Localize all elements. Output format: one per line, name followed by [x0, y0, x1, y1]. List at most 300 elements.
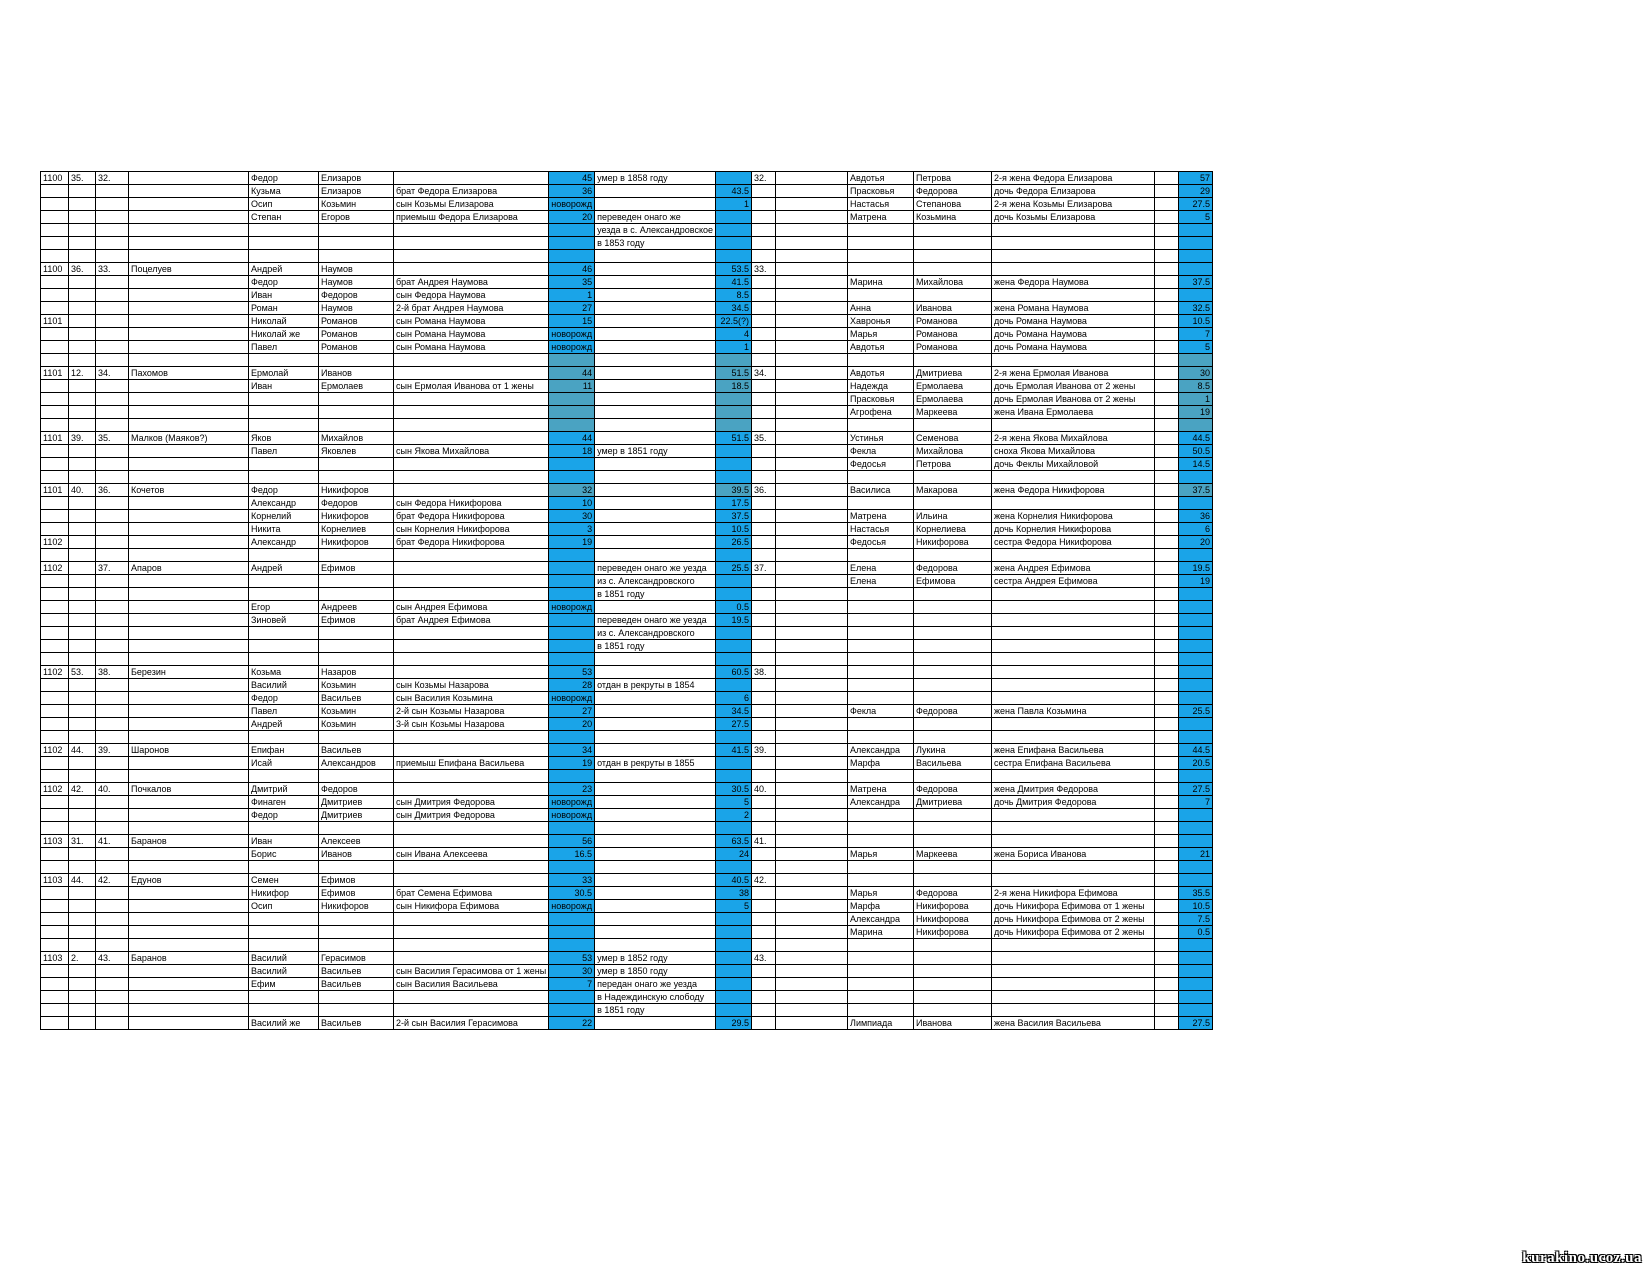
cell-female-patronymic: Иванова: [914, 1017, 992, 1030]
cell-male-age-old: 20: [549, 211, 595, 224]
cell-page-number: [41, 549, 69, 562]
cell-note: [595, 419, 716, 432]
cell-female-first-name: Прасковья: [848, 185, 914, 198]
cell-patronymic: [319, 640, 394, 653]
cell-first-name: [249, 588, 319, 601]
cell-female-patronymic: Петрова: [914, 458, 992, 471]
cell-patronymic: Никифоров: [319, 484, 394, 497]
cell-note: [595, 848, 716, 861]
cell-household-number-old: [69, 445, 96, 458]
table-row: [41, 315, 1213, 328]
cell-note: переведен онаго же: [595, 211, 716, 224]
census-table-body: [41, 172, 1213, 1030]
cell-patronymic: Дмитриев: [319, 796, 394, 809]
table-row: [41, 419, 1213, 432]
cell-household-number: [96, 900, 129, 913]
cell-blank-2: [1155, 978, 1179, 991]
cell-female-first-name: Федосья: [848, 536, 914, 549]
cell-male-age-old: 3: [549, 523, 595, 536]
cell-household-number-female: [752, 978, 776, 991]
cell-female-age: 44.5: [1179, 432, 1213, 445]
cell-relation: 2-й сын Василия Герасимова: [394, 1017, 549, 1030]
cell-relation: [394, 744, 549, 757]
table-row: [41, 1017, 1213, 1030]
cell-female-first-name: Александра: [848, 913, 914, 926]
cell-female-patronymic: [914, 419, 992, 432]
cell-female-patronymic: [914, 289, 992, 302]
cell-female-age: [1179, 601, 1213, 614]
cell-blank: [776, 679, 848, 692]
cell-female-first-name: Марина: [848, 276, 914, 289]
cell-male-age-old: [549, 575, 595, 588]
cell-female-patronymic: [914, 718, 992, 731]
cell-household-number-female: [752, 679, 776, 692]
cell-patronymic: Васильев: [319, 692, 394, 705]
cell-blank-2: [1155, 731, 1179, 744]
cell-relation: [394, 926, 549, 939]
cell-male-age-old: новорожд: [549, 328, 595, 341]
cell-household-number-old: [69, 302, 96, 315]
cell-blank: [776, 614, 848, 627]
cell-household-number-female: [752, 549, 776, 562]
cell-relation: сын Василия Васильева: [394, 978, 549, 991]
cell-female-patronymic: Ермолаева: [914, 380, 992, 393]
cell-relation: брат Федора Елизарова: [394, 185, 549, 198]
cell-male-age-old: [549, 471, 595, 484]
table-row: [41, 588, 1213, 601]
cell-household-number-female: [752, 809, 776, 822]
cell-female-relation: 2-я жена Якова Михайлова: [992, 432, 1155, 445]
table-row: [41, 263, 1213, 276]
cell-household-number-female: [752, 458, 776, 471]
cell-surname: [129, 588, 249, 601]
cell-blank-2: [1155, 172, 1179, 185]
cell-first-name: [249, 471, 319, 484]
cell-male-age-new: [716, 393, 752, 406]
cell-female-relation: [992, 874, 1155, 887]
cell-note: [595, 822, 716, 835]
cell-male-age-old: 34: [549, 744, 595, 757]
cell-male-age-new: [716, 640, 752, 653]
cell-page-number: [41, 523, 69, 536]
cell-household-number: [96, 237, 129, 250]
cell-page-number: [41, 939, 69, 952]
cell-female-patronymic: [914, 250, 992, 263]
cell-note: умер в 1851 году: [595, 445, 716, 458]
cell-first-name: Финаген: [249, 796, 319, 809]
cell-first-name: Егор: [249, 601, 319, 614]
cell-relation: сын Василия Козьмина: [394, 692, 549, 705]
cell-first-name: Николай же: [249, 328, 319, 341]
cell-blank-2: [1155, 224, 1179, 237]
cell-household-number-old: 39.: [69, 432, 96, 445]
cell-household-number-old: 36.: [69, 263, 96, 276]
cell-female-patronymic: Романова: [914, 341, 992, 354]
cell-female-relation: [992, 679, 1155, 692]
cell-note: [595, 341, 716, 354]
cell-blank: [776, 640, 848, 653]
cell-female-relation: дочь Ермолая Иванова от 2 жены: [992, 380, 1155, 393]
cell-female-patronymic: Федорова: [914, 562, 992, 575]
cell-household-number: [96, 497, 129, 510]
cell-female-first-name: [848, 471, 914, 484]
cell-surname: [129, 640, 249, 653]
cell-male-age-new: 39.5: [716, 484, 752, 497]
cell-female-patronymic: Федорова: [914, 887, 992, 900]
cell-blank-2: [1155, 926, 1179, 939]
cell-male-age-new: 40.5: [716, 874, 752, 887]
cell-page-number: [41, 718, 69, 731]
cell-household-number: 32.: [96, 172, 129, 185]
cell-female-age: [1179, 237, 1213, 250]
cell-surname: [129, 796, 249, 809]
cell-female-first-name: Надежда: [848, 380, 914, 393]
cell-male-age-new: 2: [716, 809, 752, 822]
cell-household-number: [96, 354, 129, 367]
cell-note: [595, 458, 716, 471]
cell-female-patronymic: [914, 224, 992, 237]
cell-surname: [129, 523, 249, 536]
cell-male-age-old: [549, 406, 595, 419]
cell-female-first-name: Авдотья: [848, 367, 914, 380]
site-watermark: kurakino.ucoz.ua: [1522, 1250, 1642, 1266]
cell-note: [595, 471, 716, 484]
cell-household-number: [96, 302, 129, 315]
cell-household-number: [96, 341, 129, 354]
cell-male-age-old: [549, 562, 595, 575]
cell-female-age: [1179, 809, 1213, 822]
cell-male-age-new: [716, 471, 752, 484]
cell-female-relation: [992, 822, 1155, 835]
cell-female-relation: 2-я жена Ермолая Иванова: [992, 367, 1155, 380]
cell-household-number: [96, 419, 129, 432]
cell-female-patronymic: [914, 822, 992, 835]
cell-female-relation: [992, 965, 1155, 978]
cell-patronymic: [319, 354, 394, 367]
cell-first-name: Василий: [249, 952, 319, 965]
cell-household-number: [96, 328, 129, 341]
cell-female-age: [1179, 354, 1213, 367]
cell-relation: [394, 666, 549, 679]
cell-blank: [776, 289, 848, 302]
table-row: [41, 471, 1213, 484]
cell-blank-2: [1155, 874, 1179, 887]
cell-page-number: [41, 1004, 69, 1017]
cell-page-number: [41, 575, 69, 588]
cell-relation: [394, 783, 549, 796]
cell-female-age: [1179, 861, 1213, 874]
cell-household-number-old: [69, 770, 96, 783]
cell-patronymic: [319, 575, 394, 588]
cell-patronymic: [319, 406, 394, 419]
cell-female-relation: [992, 835, 1155, 848]
cell-patronymic: Федоров: [319, 783, 394, 796]
cell-male-age-old: 53: [549, 666, 595, 679]
cell-male-age-new: 26.5: [716, 536, 752, 549]
cell-patronymic: Васильев: [319, 965, 394, 978]
cell-male-age-new: 34.5: [716, 705, 752, 718]
cell-note: уезда в с. Александровское: [595, 224, 716, 237]
cell-note: [595, 835, 716, 848]
cell-household-number-female: [752, 497, 776, 510]
cell-household-number: [96, 276, 129, 289]
cell-female-first-name: [848, 666, 914, 679]
cell-household-number: [96, 822, 129, 835]
cell-relation: [394, 835, 549, 848]
cell-note: в Надеждинскую слободу: [595, 991, 716, 1004]
cell-female-patronymic: [914, 861, 992, 874]
cell-surname: [129, 926, 249, 939]
cell-household-number: [96, 978, 129, 991]
cell-blank: [776, 445, 848, 458]
cell-surname: [129, 393, 249, 406]
cell-household-number-old: [69, 887, 96, 900]
cell-female-first-name: Матрена: [848, 510, 914, 523]
cell-female-age: [1179, 952, 1213, 965]
cell-blank: [776, 757, 848, 770]
cell-household-number-female: [752, 926, 776, 939]
cell-female-age: 29: [1179, 185, 1213, 198]
cell-female-patronymic: [914, 874, 992, 887]
cell-female-patronymic: [914, 835, 992, 848]
cell-surname: Апаров: [129, 562, 249, 575]
cell-surname: [129, 887, 249, 900]
cell-female-patronymic: Никифорова: [914, 536, 992, 549]
cell-male-age-new: [716, 926, 752, 939]
cell-first-name: Кузьма: [249, 185, 319, 198]
cell-female-age: [1179, 224, 1213, 237]
cell-female-first-name: [848, 679, 914, 692]
cell-page-number: [41, 276, 69, 289]
cell-female-first-name: Фекла: [848, 705, 914, 718]
cell-household-number: [96, 926, 129, 939]
cell-blank-2: [1155, 523, 1179, 536]
cell-note: в 1851 году: [595, 1004, 716, 1017]
cell-page-number: 1101: [41, 484, 69, 497]
cell-household-number: 40.: [96, 783, 129, 796]
cell-blank: [776, 627, 848, 640]
cell-female-first-name: Лимпиада: [848, 1017, 914, 1030]
cell-female-first-name: [848, 939, 914, 952]
cell-page-number: [41, 588, 69, 601]
cell-household-number-old: [69, 692, 96, 705]
cell-male-age-old: [549, 913, 595, 926]
cell-household-number-female: [752, 705, 776, 718]
cell-female-first-name: [848, 224, 914, 237]
cell-first-name: Федор: [249, 484, 319, 497]
cell-note: [595, 315, 716, 328]
cell-household-number: [96, 523, 129, 536]
cell-male-age-new: 10.5: [716, 523, 752, 536]
cell-female-age: 36: [1179, 510, 1213, 523]
cell-female-first-name: Марфа: [848, 757, 914, 770]
cell-surname: [129, 705, 249, 718]
cell-patronymic: Александров: [319, 757, 394, 770]
cell-male-age-new: 22.5(?): [716, 315, 752, 328]
cell-first-name: [249, 991, 319, 1004]
cell-first-name: Андрей: [249, 562, 319, 575]
cell-relation: 2-й брат Андрея Наумова: [394, 302, 549, 315]
cell-household-number: [96, 809, 129, 822]
cell-blank-2: [1155, 939, 1179, 952]
cell-blank: [776, 536, 848, 549]
cell-patronymic: Яковлев: [319, 445, 394, 458]
cell-female-relation: [992, 250, 1155, 263]
cell-note: [595, 861, 716, 874]
table-row: [41, 575, 1213, 588]
cell-household-number: 35.: [96, 432, 129, 445]
cell-female-relation: [992, 263, 1155, 276]
cell-relation: [394, 913, 549, 926]
cell-female-age: 50.5: [1179, 445, 1213, 458]
cell-patronymic: [319, 250, 394, 263]
cell-household-number-female: [752, 731, 776, 744]
cell-first-name: Федор: [249, 276, 319, 289]
cell-note: отдан в рекруты в 1855: [595, 757, 716, 770]
cell-female-age: 7: [1179, 796, 1213, 809]
table-row: [41, 445, 1213, 458]
cell-note: [595, 289, 716, 302]
cell-male-age-old: [549, 354, 595, 367]
cell-female-relation: [992, 731, 1155, 744]
cell-female-relation: [992, 549, 1155, 562]
cell-female-relation: [992, 653, 1155, 666]
cell-blank-2: [1155, 237, 1179, 250]
cell-female-first-name: [848, 419, 914, 432]
cell-blank: [776, 783, 848, 796]
cell-female-patronymic: [914, 640, 992, 653]
cell-female-relation: жена Федора Никифорова: [992, 484, 1155, 497]
cell-female-patronymic: Ермолаева: [914, 393, 992, 406]
cell-page-number: 1103: [41, 874, 69, 887]
cell-household-number: [96, 692, 129, 705]
cell-male-age-old: 56: [549, 835, 595, 848]
cell-female-first-name: [848, 614, 914, 627]
cell-male-age-new: [716, 822, 752, 835]
cell-household-number-female: 43.: [752, 952, 776, 965]
cell-blank: [776, 588, 848, 601]
cell-blank-2: [1155, 406, 1179, 419]
table-row: [41, 900, 1213, 913]
cell-relation: [394, 406, 549, 419]
cell-household-number-old: [69, 458, 96, 471]
cell-male-age-new: [716, 224, 752, 237]
cell-male-age-new: 41.5: [716, 744, 752, 757]
cell-first-name: Степан: [249, 211, 319, 224]
cell-female-patronymic: Семенова: [914, 432, 992, 445]
cell-note: передан онаго же уезда: [595, 978, 716, 991]
cell-female-relation: [992, 471, 1155, 484]
cell-female-first-name: [848, 731, 914, 744]
cell-female-relation: жена Бориса Иванова: [992, 848, 1155, 861]
cell-female-first-name: [848, 354, 914, 367]
cell-blank: [776, 393, 848, 406]
cell-female-first-name: Марфа: [848, 900, 914, 913]
cell-page-number: 1103: [41, 952, 69, 965]
cell-female-patronymic: Маркеева: [914, 848, 992, 861]
cell-surname: Березин: [129, 666, 249, 679]
cell-household-number-female: [752, 653, 776, 666]
cell-household-number-female: [752, 523, 776, 536]
cell-household-number: [96, 770, 129, 783]
cell-relation: сын Федора Наумова: [394, 289, 549, 302]
cell-household-number-old: [69, 705, 96, 718]
cell-blank-2: [1155, 588, 1179, 601]
cell-female-age: [1179, 666, 1213, 679]
cell-relation: [394, 484, 549, 497]
cell-female-first-name: [848, 588, 914, 601]
cell-blank-2: [1155, 757, 1179, 770]
cell-note: [595, 770, 716, 783]
table-row: [41, 341, 1213, 354]
cell-note: отдан в рекруты в 1854: [595, 679, 716, 692]
cell-female-first-name: [848, 770, 914, 783]
cell-female-age: [1179, 692, 1213, 705]
cell-page-number: [41, 796, 69, 809]
cell-household-number: [96, 705, 129, 718]
cell-household-number-female: [752, 913, 776, 926]
cell-blank: [776, 744, 848, 757]
cell-female-first-name: [848, 692, 914, 705]
cell-household-number-old: [69, 900, 96, 913]
cell-female-age: 25.5: [1179, 705, 1213, 718]
cell-relation: [394, 627, 549, 640]
cell-female-relation: [992, 614, 1155, 627]
cell-patronymic: Васильев: [319, 744, 394, 757]
cell-household-number-female: [752, 445, 776, 458]
cell-relation: брат Федора Никифорова: [394, 510, 549, 523]
cell-blank: [776, 939, 848, 952]
cell-female-relation: жена Ивана Ермолаева: [992, 406, 1155, 419]
cell-male-age-old: [549, 627, 595, 640]
cell-male-age-old: [549, 224, 595, 237]
cell-household-number-old: [69, 497, 96, 510]
cell-surname: [129, 536, 249, 549]
cell-female-first-name: Устинья: [848, 432, 914, 445]
table-row: [41, 328, 1213, 341]
cell-first-name: [249, 770, 319, 783]
cell-male-age-old: 11: [549, 380, 595, 393]
cell-male-age-new: 51.5: [716, 432, 752, 445]
cell-page-number: [41, 1017, 69, 1030]
cell-note: [595, 692, 716, 705]
cell-relation: брат Андрея Наумова: [394, 276, 549, 289]
cell-relation: сын Ермолая Иванова от 1 жены: [394, 380, 549, 393]
cell-patronymic: Козьмин: [319, 718, 394, 731]
cell-blank: [776, 211, 848, 224]
cell-female-first-name: Матрена: [848, 211, 914, 224]
cell-female-relation: [992, 861, 1155, 874]
cell-female-patronymic: [914, 549, 992, 562]
cell-female-age: [1179, 250, 1213, 263]
cell-household-number: [96, 601, 129, 614]
cell-household-number-female: [752, 939, 776, 952]
cell-relation: сын Романа Наумова: [394, 315, 549, 328]
table-row: [41, 796, 1213, 809]
cell-household-number-old: [69, 1004, 96, 1017]
cell-blank-2: [1155, 640, 1179, 653]
cell-household-number-female: [752, 991, 776, 1004]
cell-blank: [776, 926, 848, 939]
cell-page-number: [41, 913, 69, 926]
cell-surname: [129, 978, 249, 991]
table-row: [41, 705, 1213, 718]
cell-female-patronymic: Федорова: [914, 185, 992, 198]
cell-female-patronymic: Никифорова: [914, 900, 992, 913]
cell-household-number-female: 35.: [752, 432, 776, 445]
cell-male-age-old: [549, 237, 595, 250]
cell-note: [595, 718, 716, 731]
